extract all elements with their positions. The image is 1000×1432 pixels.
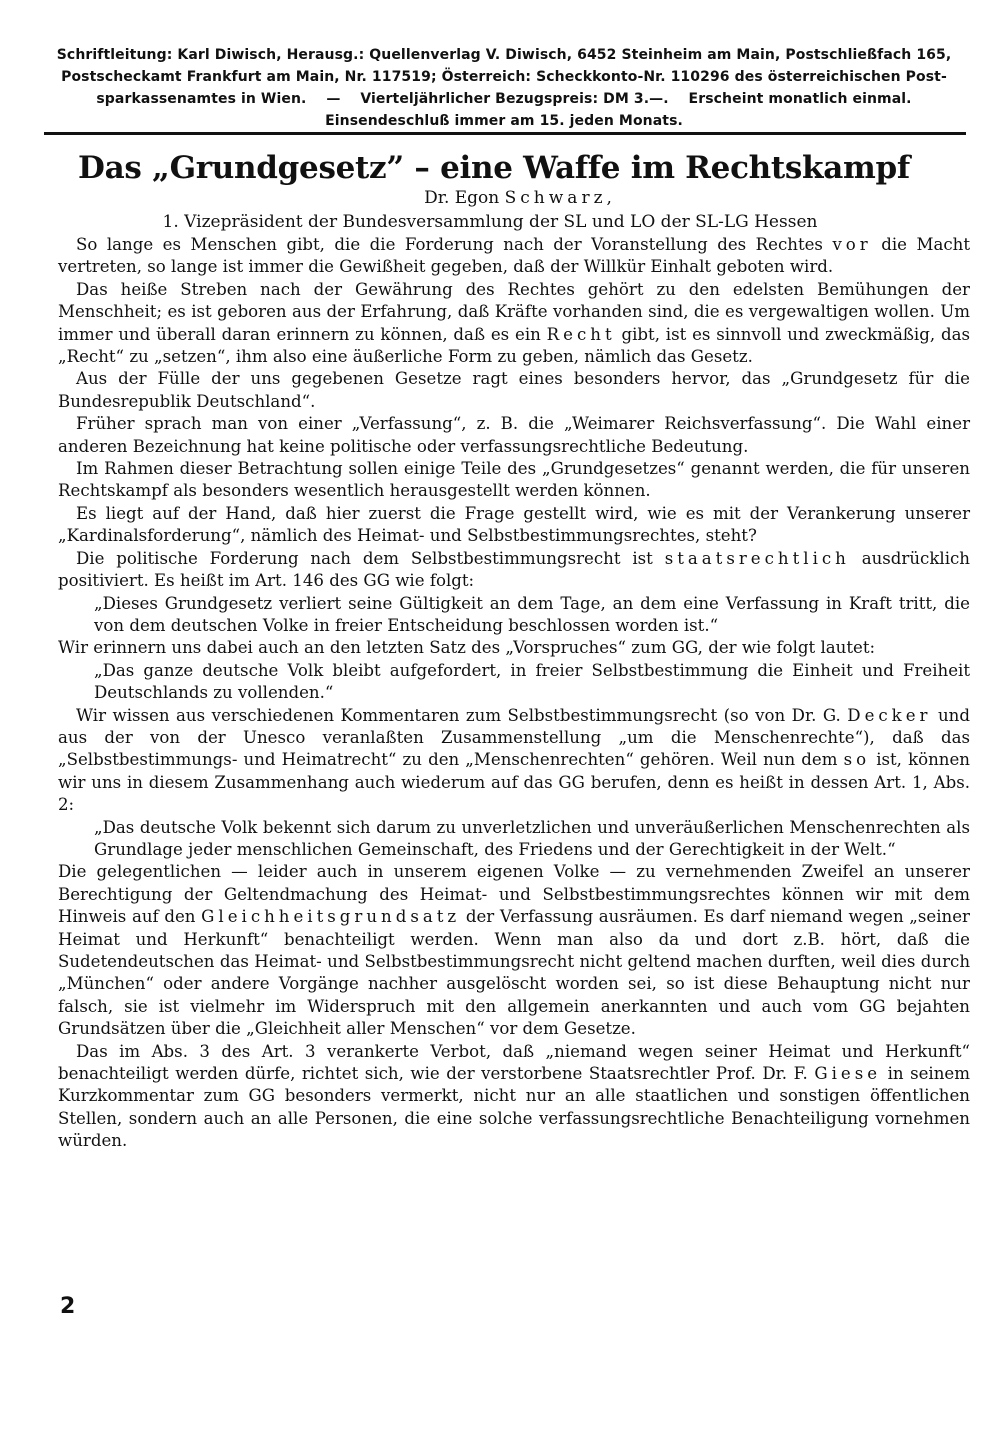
text-run: und aus der von der Unesco veranlaßten Zusammenstellung „um die Menschenrechte“), daß das „Selbstbestimmungs- und Heimatrecht“ zu den „Menschenrechten“ gehören. Weil nun dem: [58, 705, 970, 770]
spaced-emphasis: staatsrechtlich: [664, 548, 850, 568]
text-run: ist, können wir uns in diesem Zusammenhang auch wiederum auf das GG berufen, denn es heißt in dessen Art. 1, Abs. 2:: [58, 750, 970, 815]
spaced-emphasis: Recht: [546, 324, 616, 344]
masthead-line-3: sparkassenamtes in Wien. — Vierteljährlicher Bezugspreis: DM 3.—. Erscheint monatlich einmal.: [96, 91, 912, 107]
spaced-emphasis: Gleichheitsgrundsatz: [201, 907, 461, 927]
text-run: der Verfassung ausräumen. Es darf niemand wegen „seiner Heimat und Herkunft“ benachteiligt werden. Wenn man also da und dort z.B. hört, daß die Sudetendeutschen das Heimat- und Selbstbestimmungsrecht nicht geltend machen durften, weil dies durch „München“ oder andere Vorgänge nachher ausgelöscht worden sei, so ist diese Behauptung nicht nur falsch, sie ist vielmehr im Widerspruch mit den allgemein anerkannten und auch vom GG bejahten Grundsätzen über die „Gleichheit aller Menschen“ vor dem Gesetze.: [58, 907, 970, 1039]
paragraph-8: Wir erinnern uns dabei auch an den letzten Satz des „Vorspruches“ zum GG, der wie folgt lautet:: [58, 638, 876, 658]
quote-art-1: „Das deutsche Volk bekennt sich darum zu unverletzlichen und unveräußerlichen Menschenrechten als Grundlage jeder menschlichen Gemeinschaft, des Friedens und der Gerechtigkeit in der Welt.“: [94, 817, 970, 859]
paragraph-3: Aus der Fülle der uns gegebenen Gesetze ragt eines besonders hervor, das „Grundgesetz für die Bundesrepublik Deutschland“.: [58, 369, 970, 411]
article-title: Das „Grundgesetz” – eine Waffe im Rechtskampf: [78, 150, 910, 186]
paragraph-6: Es liegt auf der Hand, daß hier zuerst die Frage gestellt wird, wie es mit der Verankerung unserer „Kardinalsforderung“, nämlich des Heimat- und Selbstbestimmungsrechtes, steht?: [58, 503, 970, 546]
text-run: Das heiße Streben nach der Gewährung des Rechtes gehört zu den edelsten Bemühungen der Menschheit; es ist geboren aus der Erfahrung, daß Kräfte vorhanden sind, die es vergewaltigen wollen. Um immer und überall daran erinnern zu können, daß es ein: [58, 279, 970, 344]
page-number: 2: [60, 1294, 76, 1319]
text-run: Wir wissen aus verschiedenen Kommentaren zum Selbstbestimmungsrecht (so von Dr. G.: [76, 705, 848, 725]
paragraph-5: Im Rahmen dieser Betrachtung sollen einige Teile des „Grundgesetzes“ genannt werden, die für unseren Rechtskampf als besonders wesentlich herausgestellt werden können.: [58, 459, 970, 501]
author-prefix: Dr. Egon: [424, 188, 505, 208]
quote-preamble: „Das ganze deutsche Volk bleibt aufgefordert, in freier Selbstbestimmung die Einheit und Freiheit Deutschlands zu vollenden.“: [94, 660, 970, 703]
author-suffix: ,: [606, 188, 612, 208]
spaced-emphasis: so: [843, 750, 871, 770]
author-role: 1. Vizepräsident der Bundesversammlung der SL und LO der SL-LG Hessen: [162, 212, 818, 232]
article-author: [58, 187, 978, 209]
quote-art-146: „Dieses Grundgesetz verliert seine Gültigkeit an dem Tage, an dem eine Verfassung in Kraft tritt, die von dem deutschen Volke in freier Entscheidung beschlossen worden ist.“: [94, 593, 970, 635]
text-run: Das im Abs. 3 des Art. 3 verankerte Verbot, daß „niemand wegen seiner Heimat und Herkunft“ benachteiligt werden dürfe, richtet sich, wie der verstorbene Staatsrechtler Prof. Dr. F.: [58, 1041, 970, 1084]
spaced-emphasis: Giese: [814, 1064, 882, 1084]
masthead-line-4: Einsendeschluß immer am 15. jeden Monats.: [325, 113, 683, 129]
header-rule: [44, 132, 966, 135]
masthead: [44, 44, 964, 132]
masthead-line-2: Postscheckamt Frankfurt am Main, Nr. 117519; Österreich: Scheckkonto-Nr. 110296 des österreichischen Post-: [61, 69, 947, 85]
paragraph-11: [58, 1041, 970, 1153]
paragraph-7: [58, 548, 970, 593]
text-run: ausdrücklich positiviert. Es heißt im Art. 146 des GG wie folgt:: [58, 548, 970, 591]
spaced-emphasis: Decker: [847, 705, 932, 725]
text-run: Die gelegentlichen — leider auch in unserem eigenen Volke — zu vernehmenden Zweifel an unserer Berechtigung der Geltendmachung des Heimat- und Selbstbestimmungsrechtes können wir mit dem Hinweis auf den: [58, 862, 970, 927]
text-run: die Macht vertreten, so lange ist immer die Gewißheit gegeben, daß der Willkür Einhalt geboten wird.: [58, 235, 970, 277]
article-body: [58, 234, 970, 1153]
text-run: So lange es Menschen gibt, die die Forderung nach der Voranstellung des Rechtes: [76, 235, 833, 254]
paragraph-1: [58, 234, 970, 279]
paragraph-9: [58, 705, 970, 817]
paragraph-10: [58, 861, 970, 1040]
text-run: gibt, ist es sinnvoll und zweckmäßig, das „Recht“ zu „setzen“, ihm also eine äußerliche Form zu geben, nämlich das Gesetz.: [58, 324, 970, 367]
author-surname: Schwarz: [504, 188, 607, 208]
paragraph-4: Früher sprach man von einer „Verfassung“, z. B. die „Weimarer Reichsverfassung“. Die Wahl einer anderen Bezeichnung hat keine politische oder verfassungsrechtliche Bedeutung.: [58, 414, 970, 456]
masthead-line-1: Schriftleitung: Karl Diwisch, Herausg.: Quellenverlag V. Diwisch, 6452 Steinheim am Main, Postschließfach 165,: [56, 47, 952, 63]
paragraph-2: [58, 279, 970, 369]
text-run: Die politische Forderung nach dem Selbstbestimmungsrecht ist: [76, 548, 665, 568]
spaced-emphasis: vor: [832, 235, 872, 254]
text-run: in seinem Kurzkommentar zum GG besonders vermerkt, nicht nur an alle staatlichen und sonstigen öffentlichen Stellen, sondern auch an alle Personen, die eine solche verfassungsrechtliche Benachteiligung vornehmen würden.: [58, 1064, 970, 1151]
